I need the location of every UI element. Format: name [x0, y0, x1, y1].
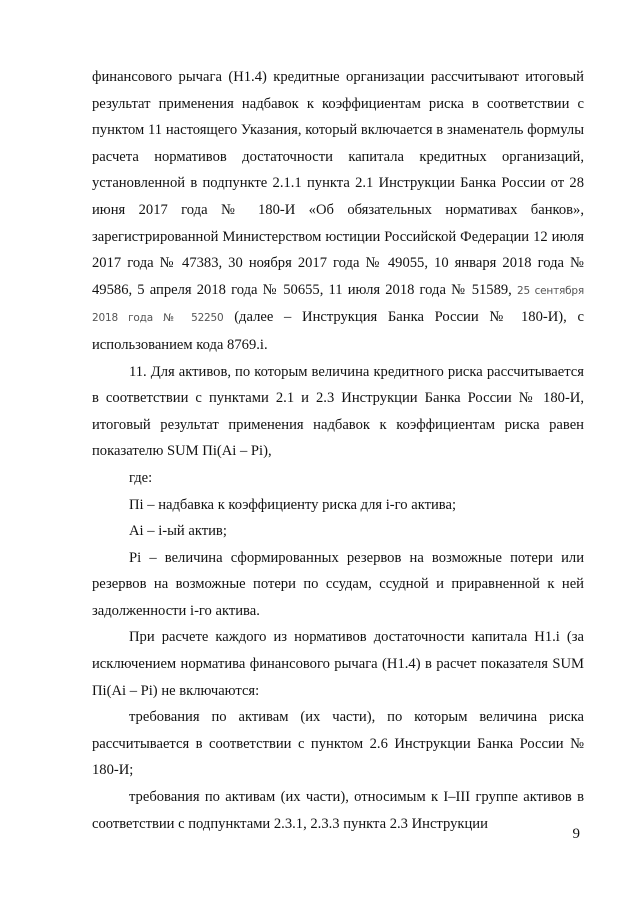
body-text [92, 64, 584, 837]
paragraph-5: Ai – i-ый актив; [129, 523, 227, 540]
paragraph-3: где: [129, 469, 153, 486]
paragraph-1 [92, 64, 584, 359]
paragraph-2: 11. Для активов, по которым величина кредитного риска рассчитывается в соответствии с пунктами 2.1 и 2.3 Инструкции Банка России № 180-И, итоговый результат применения надбавок к коэффициентам риска равен показателю SUM Пi(Ai – Pi), [92, 363, 584, 460]
paragraph-4: Пi – надбавка к коэффициенту риска для i-го актива; [129, 496, 457, 513]
paragraph-9: требования по активам (их части), относимым к I–III группе активов в соответствии с подпунктами 2.3.1, 2.3.3 пункта 2.3 Инструкции [92, 789, 584, 832]
paragraph-8: требования по активам (их части), по которым величина риска рассчитывается в соответствии с пунктом 2.6 Инструкции Банка России № 180-И; [92, 709, 584, 779]
paragraph-1-text: финансового рычага (Н1.4) кредитные организации рассчитывают итоговый результат применения надбавок к коэффициентам риска в соответствии с пунктом 11 настоящего Указания, который включается в знаменатель формулы расчета нормативов достаточности капитала кредитных организаций, установленной в подпункте 2.1.1 пункта 2.1 Инструкции Банка России от 28 июня 2017 года № 180-И «Об обязательных нормативах банков», зарегистрированной Министерством юстиции Российской Федерации 12 июля 2017 года № 47383, 30 ноября 2017 года № 49055, 10 января 2018 года № 49586, 5 апреля 2018 года № 50655, 11 июля 2018 года № 51589, [92, 69, 584, 298]
registration-stamp: 25 сентября 2018 года № 52250 [92, 284, 584, 325]
paragraph-6: Pi – величина сформированных резервов на возможные потери или резервов на возможные потери по ссудам, ссудной и приравненной к ней задолженности i-го актива. [92, 549, 584, 619]
paragraph-7: При расчете каждого из нормативов достаточности капитала Н1.i (за исключением норматива финансового рычага (Н1.4) в расчет показателя SUM Пi(Ai – Pi) не включаются: [92, 629, 584, 699]
page-number: 9 [572, 826, 580, 842]
paragraph-1-text-end: (далее – Инструкция Банка России № 180-И), с использованием кода 8769.i. [92, 309, 584, 353]
